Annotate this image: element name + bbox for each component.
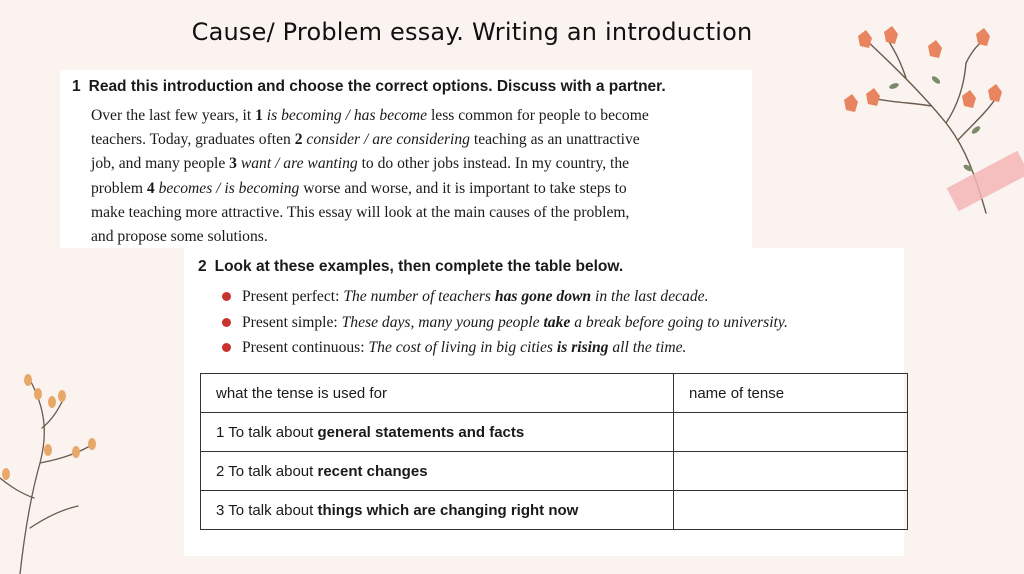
gap-number: 1 bbox=[255, 107, 263, 124]
tense-answer-cell[interactable] bbox=[674, 452, 908, 491]
usage-cell: 3 To talk about things which are changing right now bbox=[201, 491, 674, 530]
exercise-1-panel bbox=[60, 70, 752, 248]
example-item: Present perfect: The number of teachers has gone down in the last decade. bbox=[222, 284, 788, 310]
table-header-row bbox=[201, 374, 908, 413]
example-item: Present continuous: The cost of living in big cities is rising all the time. bbox=[222, 335, 788, 361]
gap-number: 4 bbox=[146, 179, 155, 197]
exercise-1-number: 1 bbox=[72, 78, 81, 95]
gap-options[interactable]: want / are wanting bbox=[236, 155, 358, 173]
exercise-2-number: 2 bbox=[198, 258, 207, 275]
exercise-1-paragraph bbox=[91, 104, 731, 249]
paragraph-line: and propose some solutions. bbox=[91, 228, 268, 246]
exercise-2-panel bbox=[184, 248, 904, 556]
gap-options[interactable]: consider / are considering bbox=[302, 131, 470, 149]
usage-cell: 2 To talk about recent changes bbox=[201, 452, 674, 491]
tense-answer-cell[interactable] bbox=[674, 413, 908, 452]
paragraph-line: problem 4 becomes / is becoming worse and worse, and it is important to take steps to bbox=[91, 179, 627, 197]
table-row bbox=[201, 413, 908, 452]
gap-number: 3 bbox=[229, 155, 237, 173]
exercise-1-heading bbox=[72, 78, 666, 96]
gap-options[interactable]: is becoming / has become bbox=[262, 107, 428, 124]
flower-branch-top-icon bbox=[836, 18, 1024, 218]
exercise-2-heading bbox=[198, 258, 623, 276]
tense-answer-cell[interactable] bbox=[674, 491, 908, 530]
slide-title: Cause/ Problem essay. Writing an introduction bbox=[191, 18, 753, 46]
paragraph-line: Over the last few years, it 1 is becoming / has become less common for people to become bbox=[91, 107, 649, 124]
paragraph-line: make teaching more attractive. This essay will look at the main causes of the problem, bbox=[91, 203, 630, 221]
example-item: Present simple: These days, many young people take a break before going to university. bbox=[222, 310, 788, 336]
bullet-dot-icon bbox=[222, 318, 231, 327]
column-header-usage: what the tense is used for bbox=[201, 374, 674, 413]
exercise-1-instruction: Read this introduction and choose the correct options. Discuss with a partner. bbox=[88, 78, 666, 95]
bullet-dot-icon bbox=[222, 292, 231, 301]
table-row bbox=[201, 452, 908, 491]
examples-list bbox=[222, 284, 788, 361]
usage-cell: 1 To talk about general statements and facts bbox=[201, 413, 674, 452]
tense-table bbox=[200, 373, 908, 530]
table-row bbox=[201, 491, 908, 530]
column-header-tense: name of tense bbox=[674, 374, 908, 413]
bullet-dot-icon bbox=[222, 343, 231, 352]
flower-branch-left-icon bbox=[0, 368, 110, 574]
gap-number: 2 bbox=[294, 131, 303, 149]
exercise-2-instruction: Look at these examples, then complete the table below. bbox=[214, 258, 624, 275]
washi-tape-icon bbox=[947, 151, 1024, 212]
gap-options[interactable]: becomes / is becoming bbox=[154, 179, 300, 197]
paragraph-line: teachers. Today, graduates often 2 consider / are considering teaching as an unattractive bbox=[91, 131, 640, 149]
paragraph-line: job, and many people 3 want / are wanting to do other jobs instead. In my country, the bbox=[91, 155, 630, 173]
